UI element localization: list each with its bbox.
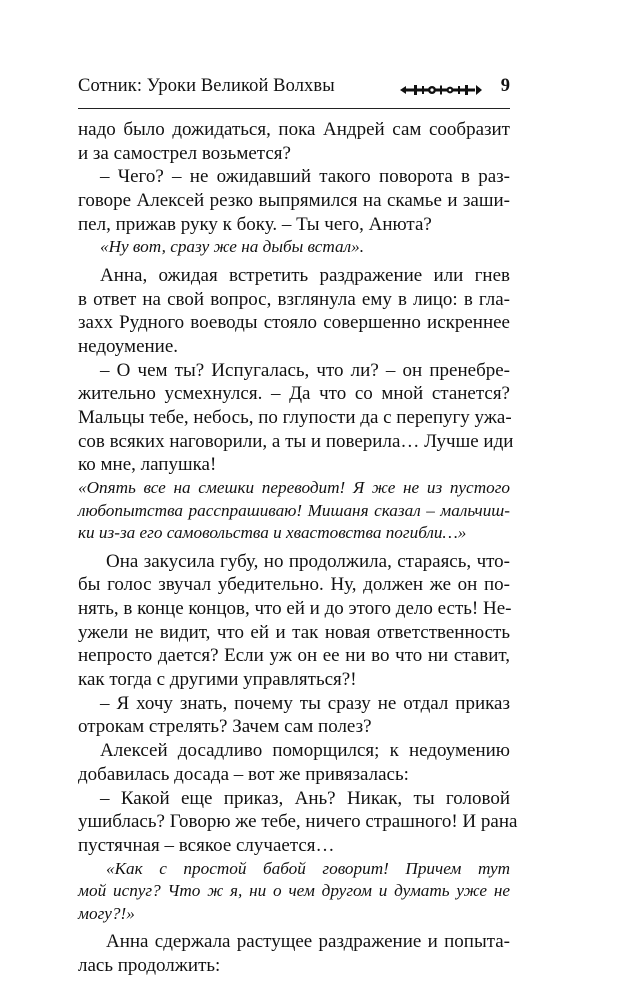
thought-line: «Как с простой бабой говорит! Причем тут	[106, 858, 510, 878]
header-rule	[78, 108, 510, 109]
text-line: ко мне, лапушка!	[78, 454, 217, 476]
text-line: лась продолжить:	[78, 954, 221, 976]
body-text	[78, 118, 518, 977]
text-line: бы голос звучал убедительно. Ну, должен же он по-	[78, 574, 510, 596]
text-line: Анна, ожидая встретить раздражение или гнев	[100, 264, 510, 286]
thought-line: любопытства расспрашиваю! Мишаня сказал – мальчиш-	[78, 500, 510, 520]
text-line: – О чем ты? Испугалась, что ли? – он пренебре-	[100, 359, 510, 381]
text-line: непросто дается? Если уж он ее ни во что ни ставит,	[78, 645, 510, 667]
thought-line: могу?!»	[78, 903, 135, 923]
text-line: Мальцы тебе, небось, по глупости да с перепугу ужа-	[78, 407, 512, 429]
text-line: как тогда с другими управляться?!	[78, 669, 357, 691]
thought-line: «Опять все на смешки переводит! Я же не из пустого	[78, 478, 510, 498]
text-line: жительно усмехнулся. – Да что со мной станется?	[78, 383, 510, 405]
thought-line: ки из-за его самовольства и хвастовства погибли…»	[78, 523, 467, 543]
page-number: 9	[500, 76, 510, 96]
dagger-ornament-icon	[400, 83, 482, 97]
text-line: говоре Алексей резко выпрямился на скамье и заши-	[78, 190, 510, 212]
text-line: Анна сдержала растущее раздражение и попыта-	[106, 931, 510, 953]
text-line: недоумение.	[78, 336, 179, 357]
text-line: в ответ на свой вопрос, взглянула ему в лицо: в гла-	[78, 288, 510, 310]
text-line: нять, в конце концов, что ей и до этого дело есть! Не-	[78, 598, 512, 619]
thought-line: мой испуг? Что ж я, ни о чем другом и думать уже не	[78, 881, 510, 901]
text-line: захх Рудного воеводы стояло совершенно искреннее	[78, 312, 510, 334]
text-line: и за самострел возьмется?	[78, 142, 291, 164]
text-line: – Какой еще приказ, Ань? Никак, ты головой	[100, 787, 510, 809]
page-header	[78, 74, 510, 104]
text-line: – Чего? – не ожидавший такого поворота в раз-	[100, 166, 510, 188]
text-line: добавилась досада – вот же привязалась:	[78, 763, 409, 785]
text-line: ужели не видит, что ей и так новая ответственность	[78, 621, 510, 643]
text-line: пел, прижав руку к боку. – Ты чего, Анюта?	[78, 213, 432, 235]
text-line: сов всяких наговорили, а ты и поверила… Лучше иди	[78, 430, 514, 452]
text-line: – Я хочу знать, почему ты сразу не отдал приказ	[100, 692, 510, 714]
text-line: надо было дожидаться, пока Андрей сам сообразит	[78, 119, 510, 140]
text-line: Она закусила губу, но продолжила, стараясь, что-	[106, 550, 510, 572]
text-line: пустячная – всякое случается…	[78, 834, 335, 856]
text-line: отрокам стрелять? Зачем сам полез?	[78, 716, 372, 738]
text-line: ушиблась? Говорю же тебе, ничего страшного! И рана	[78, 811, 518, 833]
running-title: Сотник: Уроки Великой Волхвы	[78, 76, 335, 96]
text-line: Алексей досадливо поморщился; к недоумению	[100, 740, 510, 762]
thought-line: «Ну вот, сразу же на дыбы встал».	[100, 237, 365, 257]
